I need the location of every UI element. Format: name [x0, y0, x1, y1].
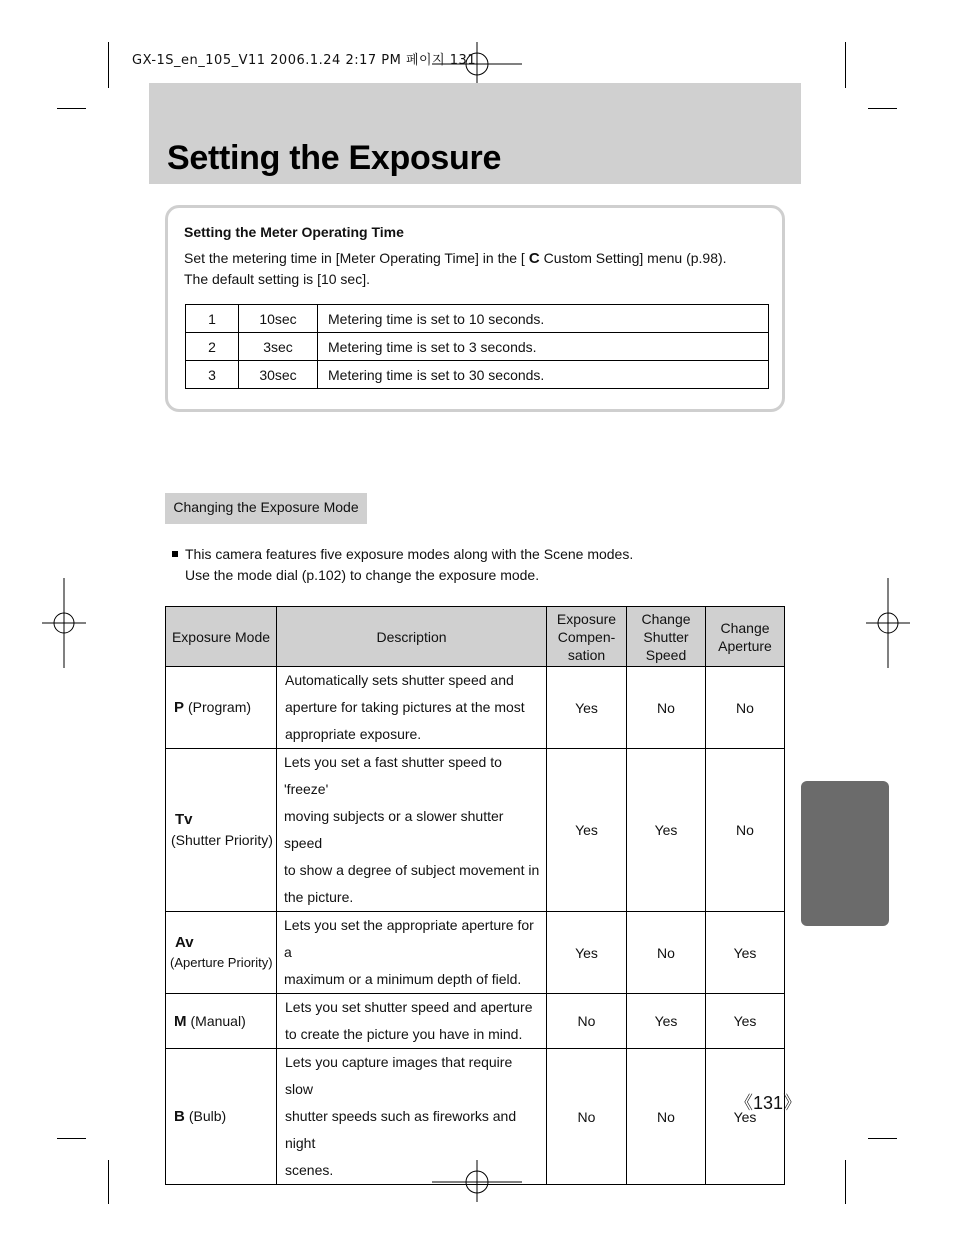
- row-number: 2: [186, 333, 239, 361]
- mode-description: Lets you set the appropriate aperture for a maximum or a minimum depth of field.: [277, 912, 547, 994]
- mode-description: Automatically sets shutter speed and aperture for taking pictures at the most appropriate exposure.: [277, 667, 547, 749]
- mode-cell: Tv (Shutter Priority): [166, 749, 277, 912]
- section-heading: Changing the Exposure Mode: [165, 493, 367, 524]
- shutter-value: No: [627, 912, 706, 994]
- bulb-mode-icon: B: [174, 1108, 185, 1125]
- meter-instruction: [184, 250, 727, 267]
- aperture-value: Yes: [706, 912, 785, 994]
- mode-cell: M (Manual): [166, 994, 277, 1049]
- shutter-priority-mode-icon: Tv: [175, 811, 193, 828]
- shutter-value: Yes: [627, 994, 706, 1049]
- aperture-value: Yes: [706, 994, 785, 1049]
- meter-description: Metering time is set to 10 seconds.: [318, 305, 769, 333]
- mode-description: Lets you set a fast shutter speed to 'freeze' moving subjects or a slower shutter speed to show a degree of subject movement in the picture.: [277, 749, 547, 912]
- table-row: [186, 333, 769, 361]
- meter-heading: Setting the Meter Operating Time: [184, 224, 404, 240]
- table-row: [166, 994, 785, 1049]
- title-band: [149, 83, 801, 184]
- mode-description: Lets you set shutter speed and aperture to create the picture you have in mind.: [277, 994, 547, 1049]
- header-change-aperture: Change Aperture: [706, 607, 785, 667]
- shutter-value: Yes: [627, 749, 706, 912]
- shutter-value: No: [627, 667, 706, 749]
- aperture-value: No: [706, 667, 785, 749]
- intro-bullet: [172, 544, 633, 586]
- program-mode-icon: P: [174, 699, 185, 716]
- table-row: [166, 1049, 785, 1185]
- meter-instruction-text-end: Custom Setting] menu (p.98).: [543, 250, 727, 266]
- table-row: [186, 361, 769, 389]
- header-exposure-compensation: Exposure Compen- sation: [547, 607, 627, 667]
- header-exposure-mode: Exposure Mode: [166, 607, 277, 667]
- meter-description: Metering time is set to 30 seconds.: [318, 361, 769, 389]
- mode-cell: Av (Aperture Priority): [166, 912, 277, 994]
- row-number: 1: [186, 305, 239, 333]
- compensation-value: No: [547, 1049, 627, 1185]
- compensation-value: No: [547, 994, 627, 1049]
- registration-mark-left: [42, 578, 88, 670]
- shutter-value: No: [627, 1049, 706, 1185]
- meter-default-note: The default setting is [10 sec].: [184, 271, 370, 287]
- compensation-value: Yes: [547, 667, 627, 749]
- table-header-row: [166, 607, 785, 667]
- print-header: GX-1S_en_105_V11 2006.1.24 2:17 PM 페이지 131: [132, 53, 477, 68]
- mode-description: Lets you capture images that require slow shutter speeds such as fireworks and night scenes.: [277, 1049, 547, 1185]
- meter-value: 10sec: [239, 305, 318, 333]
- mode-cell: B (Bulb): [166, 1049, 277, 1185]
- aperture-value: No: [706, 749, 785, 912]
- meter-info-box: [165, 205, 785, 412]
- table-row: [166, 667, 785, 749]
- mode-cell: P (Program): [166, 667, 277, 749]
- meter-value: 3sec: [239, 333, 318, 361]
- registration-mark-right: [866, 578, 912, 670]
- table-row: [166, 749, 785, 912]
- meter-time-table: [185, 304, 769, 389]
- aperture-value: Yes: [706, 1049, 785, 1185]
- aperture-priority-mode-icon: Av: [175, 933, 194, 951]
- meter-value: 30sec: [239, 361, 318, 389]
- table-row: [186, 305, 769, 333]
- custom-setting-icon: C: [528, 250, 540, 267]
- bullet-icon: [172, 551, 178, 557]
- compensation-value: Yes: [547, 912, 627, 994]
- header-change-shutter-speed: Change Shutter Speed: [627, 607, 706, 667]
- intro-line: This camera features five exposure modes along with the Scene modes.: [185, 546, 634, 562]
- page-title: Setting the Exposure: [167, 139, 502, 177]
- page-number: 《131》: [735, 1093, 802, 1113]
- chapter-side-tab: [801, 781, 889, 926]
- meter-instruction-text: Set the metering time in [Meter Operating Time] in the [: [184, 250, 525, 266]
- meter-description: Metering time is set to 3 seconds.: [318, 333, 769, 361]
- compensation-value: Yes: [547, 749, 627, 912]
- intro-line: Use the mode dial (p.102) to change the exposure mode.: [185, 567, 540, 583]
- row-number: 3: [186, 361, 239, 389]
- table-row: [166, 912, 785, 994]
- header-description: Description: [277, 607, 547, 667]
- manual-mode-icon: M: [174, 1012, 187, 1030]
- exposure-mode-table: [165, 606, 785, 1185]
